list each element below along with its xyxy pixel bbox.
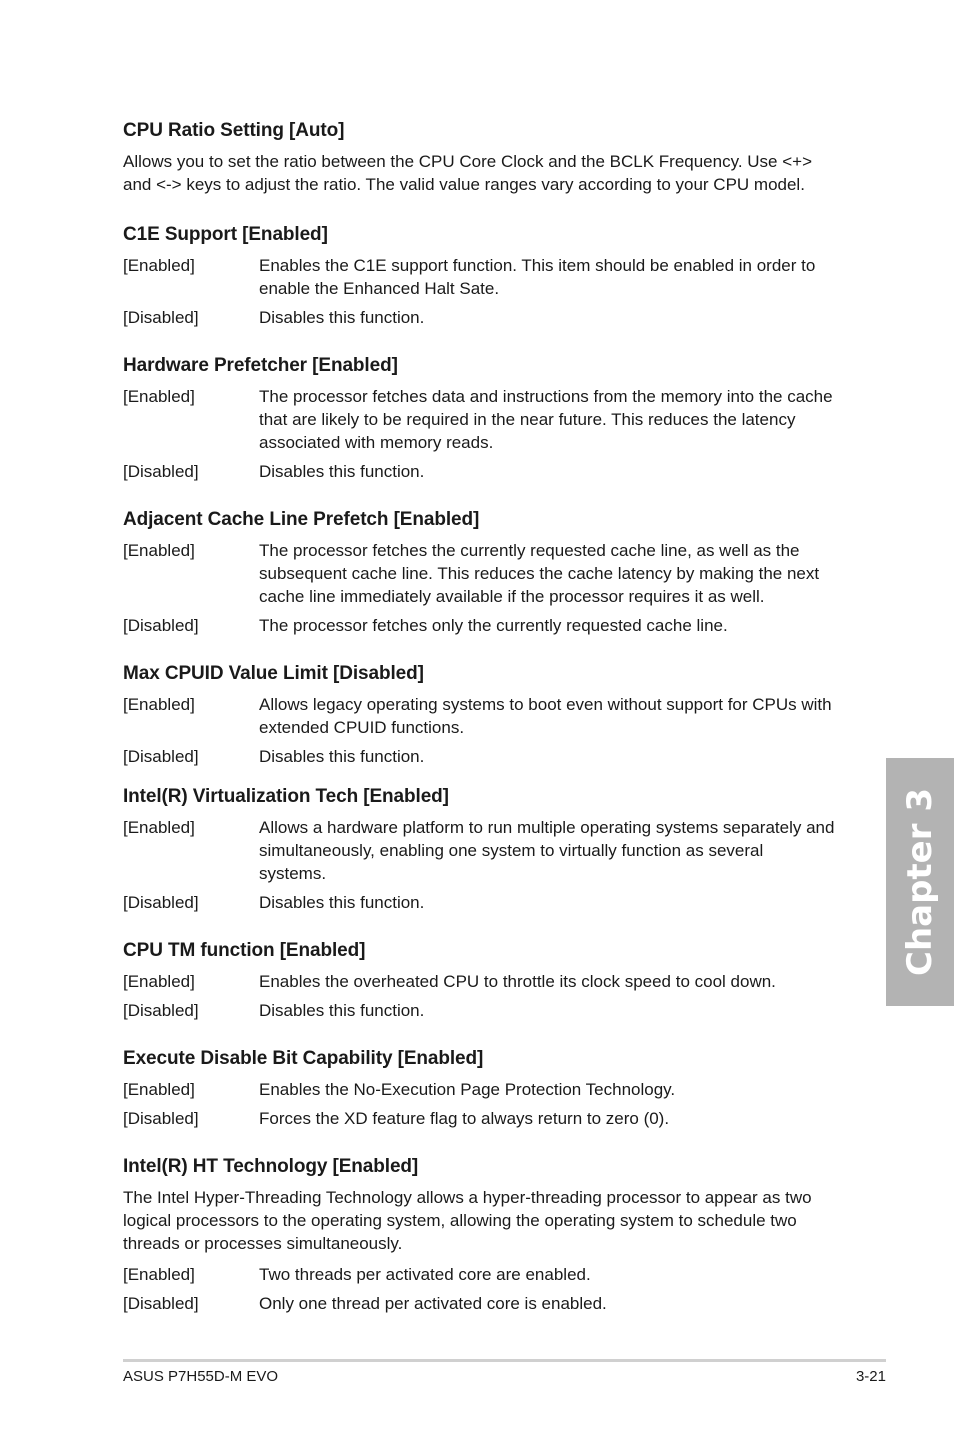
section-paragraph: Allows you to set the ratio between the CPU Core Clock and the BCLK Frequency. Use <+> and <-> keys to adjust the ratio. The valid value ranges vary according to your CPU model. <box>123 152 813 194</box>
section-ht-technology <box>123 1155 835 1315</box>
option-key: [Disabled] <box>123 308 199 327</box>
option-row <box>123 254 835 300</box>
option-row <box>123 999 835 1022</box>
section-hardware-prefetcher <box>123 354 835 483</box>
chapter-side-tab <box>886 758 954 1006</box>
section-title: Intel(R) HT Technology [Enabled] <box>123 1156 419 1177</box>
option-description: Enables the C1E support function. This item should be enabled in order to enable the Enhanced Halt Sate. <box>259 256 816 298</box>
option-key: [Enabled] <box>123 695 195 714</box>
option-description: Allows legacy operating systems to boot even without support for CPUs with extended CPUID functions. <box>259 695 832 737</box>
section-execute-disable-bit <box>123 1047 835 1130</box>
section-title: C1E Support [Enabled] <box>123 224 328 245</box>
option-key: [Enabled] <box>123 818 195 837</box>
option-key: [Disabled] <box>123 1294 199 1313</box>
section-max-cpuid <box>123 662 835 768</box>
section-title: Hardware Prefetcher [Enabled] <box>123 355 398 376</box>
option-key: [Enabled] <box>123 972 195 991</box>
option-description: The processor fetches only the currently requested cache line. <box>259 616 728 635</box>
option-description: Disables this function. <box>259 308 425 327</box>
section-title: CPU Ratio Setting [Auto] <box>123 120 345 141</box>
section-paragraph: The Intel Hyper-Threading Technology allows a hyper-threading processor to appear as two logical processors to the operating system, allowing the operating system to schedule two threads or processes simultaneously. <box>123 1188 812 1253</box>
option-row <box>123 970 835 993</box>
option-key: [Enabled] <box>123 387 195 406</box>
section-c1e-support <box>123 223 835 329</box>
option-description: Disables this function. <box>259 462 425 481</box>
option-row <box>123 816 835 885</box>
option-description: The processor fetches data and instructions from the memory into the cache that are likely to be required in the near future. This reduces the latency associated with memory reads. <box>259 387 833 452</box>
option-row <box>123 460 835 483</box>
option-description: Enables the No-Execution Page Protection Technology. <box>259 1080 676 1099</box>
option-description: The processor fetches the currently requested cache line, as well as the subsequent cache line. This reduces the cache latency by making the next cache line immediately available if the processor requires it as well. <box>259 541 820 606</box>
footer-divider <box>123 1359 886 1362</box>
section-title: CPU TM function [Enabled] <box>123 940 366 961</box>
option-description: Disables this function. <box>259 893 425 912</box>
footer-product-name: ASUS P7H55D-M EVO <box>123 1368 279 1385</box>
option-key: [Enabled] <box>123 1265 195 1284</box>
option-key: [Disabled] <box>123 1109 199 1128</box>
section-title: Execute Disable Bit Capability [Enabled] <box>123 1048 484 1069</box>
option-row <box>123 1107 835 1130</box>
option-row <box>123 306 835 329</box>
section-title: Adjacent Cache Line Prefetch [Enabled] <box>123 509 480 530</box>
option-row <box>123 1263 835 1286</box>
section-adjacent-cache-line <box>123 508 835 637</box>
section-title: Max CPUID Value Limit [Disabled] <box>123 663 424 684</box>
option-description: Only one thread per activated core is enabled. <box>259 1294 607 1313</box>
option-row <box>123 1292 835 1315</box>
option-row <box>123 745 835 768</box>
chapter-label: Chapter 3 <box>900 787 940 977</box>
option-key: [Enabled] <box>123 541 195 560</box>
option-description: Disables this function. <box>259 1001 425 1020</box>
manual-content <box>123 119 835 1321</box>
option-description: Allows a hardware platform to run multiple operating systems separately and simultaneously, enabling one system to virtually function as several systems. <box>259 818 835 883</box>
option-row <box>123 539 835 608</box>
option-key: [Enabled] <box>123 256 195 275</box>
option-key: [Enabled] <box>123 1080 195 1099</box>
option-key: [Disabled] <box>123 747 199 766</box>
section-cpu-ratio <box>123 119 835 196</box>
option-row <box>123 891 835 914</box>
section-title: Intel(R) Virtualization Tech [Enabled] <box>123 786 449 807</box>
section-cpu-tm-function <box>123 939 835 1022</box>
option-key: [Disabled] <box>123 893 199 912</box>
option-row <box>123 693 835 739</box>
section-virtualization-tech <box>123 785 835 914</box>
option-row <box>123 385 835 454</box>
option-key: [Disabled] <box>123 616 199 635</box>
option-row <box>123 614 835 637</box>
option-row <box>123 1078 835 1101</box>
option-key: [Disabled] <box>123 1001 199 1020</box>
option-description: Disables this function. <box>259 747 425 766</box>
option-key: [Disabled] <box>123 462 199 481</box>
option-description: Forces the XD feature flag to always return to zero (0). <box>259 1109 670 1128</box>
option-description: Two threads per activated core are enabled. <box>259 1265 591 1284</box>
option-description: Enables the overheated CPU to throttle its clock speed to cool down. <box>259 972 776 991</box>
footer-page-number: 3-21 <box>855 1368 886 1385</box>
